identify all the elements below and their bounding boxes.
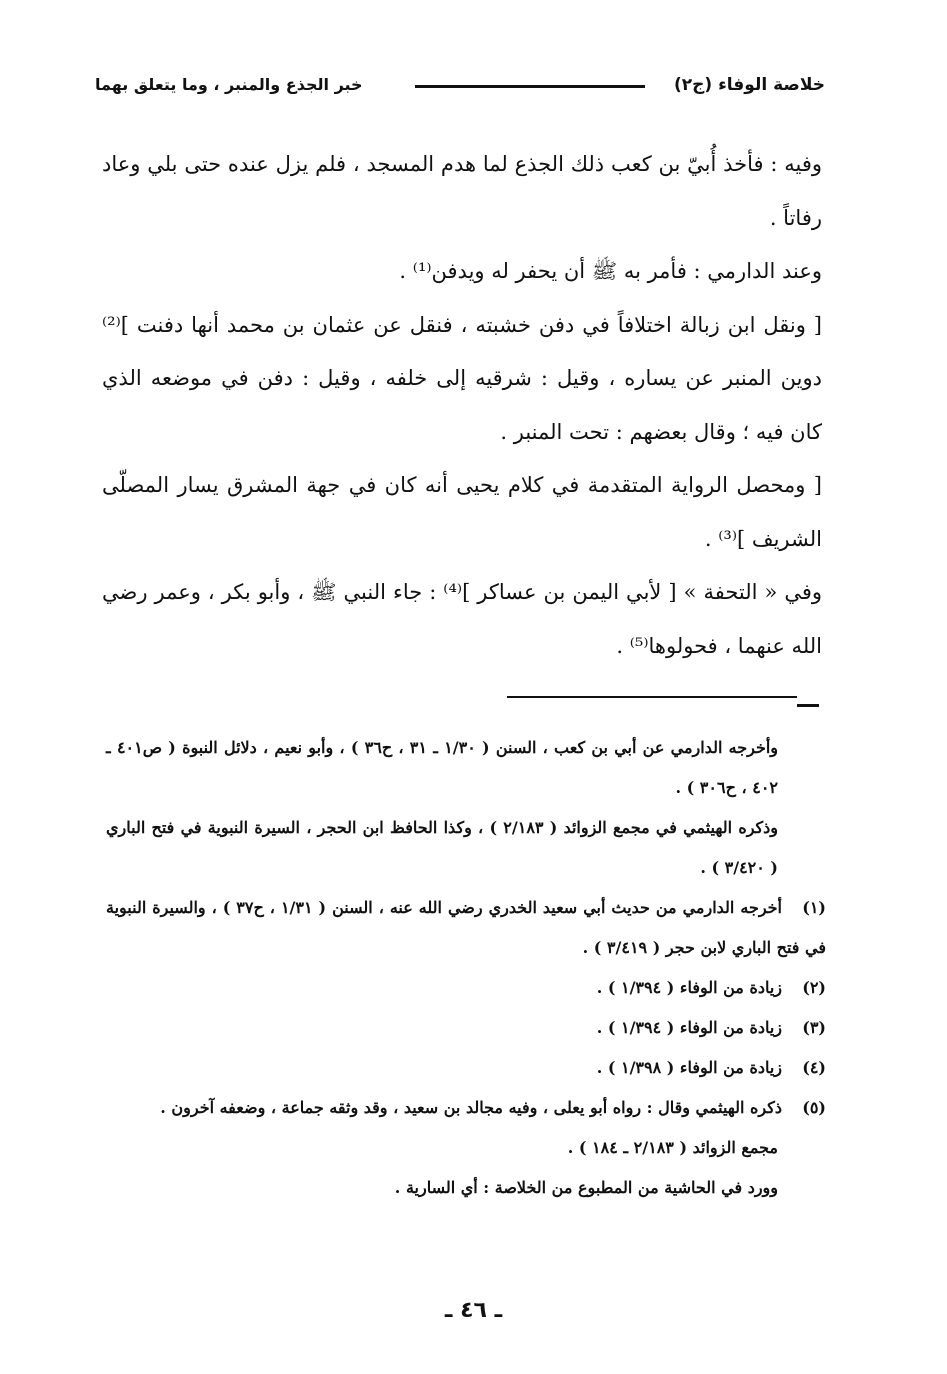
paragraph: وفيه : فأخذ أُبيّ بن كعب ذلك الجذع لما هدم المسجد ، فلم يزل عنده حتى بلي وعاد رفاتاً . bbox=[102, 152, 822, 230]
footnote-item bbox=[106, 1088, 826, 1128]
footnote-text: زيادة من الوفاء ( ١/٣٩٤ ) . bbox=[596, 1018, 782, 1037]
footnote-text: مجمع الزوائد ( ٢/١٨٣ ـ ١٨٤ ) . bbox=[567, 1138, 778, 1157]
paragraph: وفي « التحفة » [ لأبي اليمن بن عساكر ]⁽⁴⁾ : جاء النبي ﷺ ، وأبو بكر ، وعمر رضي الله عنهما ، فحولوها⁽⁵⁾ . bbox=[102, 580, 823, 658]
footnote-item bbox=[106, 1048, 826, 1088]
footnote-continued bbox=[106, 728, 826, 808]
footnote-number: (٥) bbox=[802, 1098, 826, 1117]
footnote-continued bbox=[106, 1128, 826, 1168]
footnote-text: وأخرجه الدارمي عن أبي بن كعب ، السنن ( ١/٣٠ ـ ٣١ ، ح٣٦ ) ، وأبو نعيم ، دلائل النبوة ( ص٤٠١ ـ ٤٠٢ ، ح٣٠٦ ) . bbox=[106, 738, 779, 797]
footnote-separator-dash bbox=[797, 704, 819, 707]
footnote-number: (٣) bbox=[802, 1018, 826, 1037]
chapter-title: خبر الجذع والمنبر ، وما يتعلق بهما bbox=[95, 75, 363, 94]
footnote-item bbox=[106, 1008, 826, 1048]
paragraph: [ ونقل ابن زبالة اختلافاً في دفن خشبته ، فنقل عن عثمان بن محمد أنها دفنت ]⁽²⁾ دوين المنبر عن يساره ، وقيل : شرقيه إلى خلفه ، وقيل : دفن في موضعه الذي كان فيه ؛ وقال بعضهم : تحت المنبر . bbox=[102, 312, 822, 444]
footnote-text: ذكره الهيثمي وقال : رواه أبو يعلى ، وفيه مجالد بن سعيد ، وقد وثقه جماعة ، وضعفه آخرون . bbox=[160, 1098, 782, 1117]
footnote-text: وورد في الحاشية من المطبوع من الخلاصة : أي السارية . bbox=[394, 1178, 778, 1197]
running-header bbox=[95, 70, 825, 100]
footnote-continued bbox=[106, 1168, 826, 1208]
footnote-text: زيادة من الوفاء ( ١/٣٩٤ ) . bbox=[596, 978, 782, 997]
paragraph: [ ومحصل الرواية المتقدمة في كلام يحيى أنه كان في جهة المشرق يسار المصلّى الشريف ]⁽³⁾ . bbox=[102, 473, 822, 551]
footnote-number: (٢) bbox=[802, 978, 826, 997]
header-rule bbox=[415, 85, 645, 88]
footnote-number: (٤) bbox=[802, 1058, 826, 1077]
footnotes bbox=[106, 728, 826, 1208]
footnote-item bbox=[106, 888, 826, 968]
footnote-text: زيادة من الوفاء ( ١/٣٩٨ ) . bbox=[596, 1058, 782, 1077]
footnote-continued bbox=[106, 808, 826, 888]
book-title: خلاصة الوفاء (ج٢) bbox=[673, 75, 825, 95]
page-number: ـ ٤٦ ـ bbox=[444, 1298, 503, 1323]
footnote-number: (١) bbox=[802, 898, 826, 917]
footnote-item bbox=[106, 968, 826, 1008]
paragraph: وعند الدارمي : فأمر به ﷺ أن يحفر له ويدفن⁽¹⁾ . bbox=[399, 259, 822, 283]
footnote-separator bbox=[507, 696, 797, 698]
main-text bbox=[102, 138, 822, 673]
footnote-text: وذكره الهيثمي في مجمع الزوائد ( ٢/١٨٣ ) ، وكذا الحافظ ابن الحجر ، السيرة النبوية في فتح الباري ( ٣/٤٢٠ ) . bbox=[106, 818, 778, 877]
footnote-text: أخرجه الدارمي من حديث أبي سعيد الخدري رضي الله عنه ، السنن ( ١/٣١ ، ح٣٧ ) ، والسيرة النبوية في فتح الباري لابن حجر ( ٣/٤١٩ ) . bbox=[106, 898, 826, 957]
